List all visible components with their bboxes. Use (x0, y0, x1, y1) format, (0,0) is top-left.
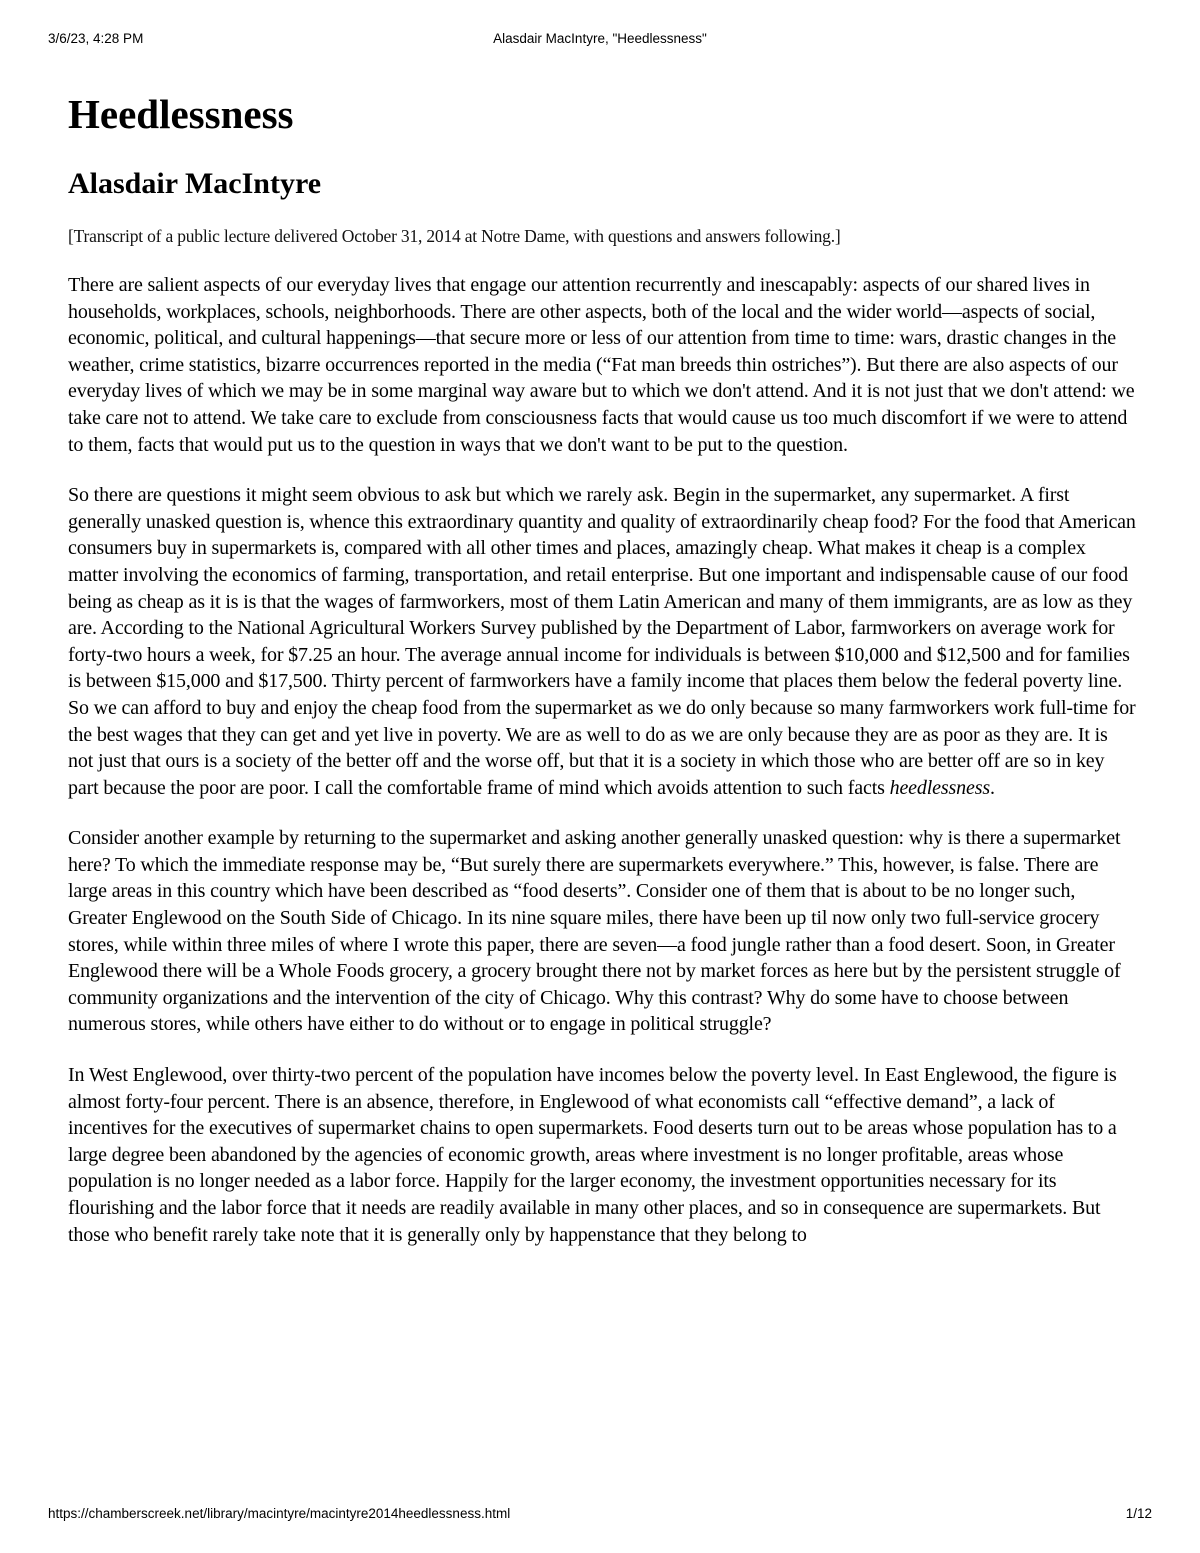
paragraph-1: There are salient aspects of our everyday lives that engage our attention recurrently and inescapably: aspects of our shared lives in households, workplaces, schools, neighborhoods. There are other aspects, both of the local and the wider world—aspects of social, economic, political, and cultural happenings—that secure more or less of our attention from time to time: wars, drastic changes in the weather, crime statistics, bizarre occurrences reported in the media (“Fat man breeds thin ostriches”). But there are also aspects of our everyday lives of which we may be in some marginal way aware but to which we don't attend. And it is not just that we don't attend: we take care not to attend. We take care to exclude from consciousness facts that would cause us too much discomfort if we were to attend to them, facts that would put us to the question in ways that we don't want to be put to the question. (68, 274, 1135, 456)
print-document-title: Alasdair MacIntyre, "Heedlessness" (493, 31, 707, 46)
paragraph-3: Consider another example by returning to the supermarket and asking another generally unasked question: why is there a supermarket here? To which the immediate response may be, “But surely there are supermarkets everywhere.” This, however, is false. There are large areas in this country which have been described as “food deserts”. Consider one of them that is about to be no longer such, Greater Englewood on the South Side of Chicago. In its nine square miles, there have been up til now only two full-service grocery stores, while within three miles of where I wrote this paper, there are seven—a food jungle rather than a food desert. Soon, in Greater Englewood there will be a Whole Foods grocery, a grocery brought there not by market forces as here but by the persistent struggle of community organizations and the intervention of the city of Chicago. Why this contrast? Why do some have to choose between numerous stores, while others have either to do without or to engage in political struggle? (68, 827, 1121, 1036)
article-body (68, 88, 1136, 1248)
article-author: Alasdair MacIntyre (68, 167, 322, 200)
print-footer (48, 1506, 1152, 1526)
paragraph-4: In West Englewood, over thirty-two percent of the population have incomes below the poverty level. In East Englewood, the figure is almost forty-four percent. There is an absence, therefore, in Englewood of what economists call “effective demand”, a lack of incentives for the executives of supermarket chains to open supermarkets. Food deserts turn out to be areas whose population has to a large degree been abandoned by the agencies of economic growth, areas where investment is no longer profitable, areas whose population is no longer needed as a labor force. Happily for the larger economy, the investment opportunities necessary for its flourishing and the labor force that it needs are readily available in many other places, and so in consequence are supermarkets. But those who benefit rarely take note that it is generally only by happenstance that they belong to (68, 1064, 1117, 1246)
page-url: https://chamberscreek.net/library/macintyre/macintyre2014heedlessness.html (48, 1506, 511, 1521)
paragraph-2-end: . (990, 776, 995, 799)
paragraph-2 (68, 482, 1136, 801)
print-header (48, 31, 1152, 51)
article-title: Heedlessness (68, 91, 294, 137)
page-number: 1/12 (1125, 1506, 1152, 1521)
print-date: 3/6/23, 4:28 PM (48, 31, 144, 46)
transcript-note: [Transcript of a public lecture delivered October 31, 2014 at Notre Dame, with questions and answers following.] (68, 226, 841, 246)
heedlessness-emphasis: heedlessness (889, 776, 990, 799)
paragraph-2-text: So there are questions it might seem obvious to ask but which we rarely ask. Begin in the supermarket, any supermarket. A first generally unasked question is, whence this extraordinary quantity and quality of extraordinarily cheap food? For the food that American consumers buy in supermarkets is, compared with all other times and places, amazingly cheap. What makes it cheap is a complex matter involving the economics of farming, transportation, and retail enterprise. But one important and indispensable cause of our food being as cheap as it is is that the wages of farmworkers, most of them Latin American and many of them immigrants, are as low as they are. According to the National Agricultural Workers Survey published by the Department of Labor, farmworkers on average work for forty-two hours a week, for $7.25 an hour. The average annual income for individuals is between $10,000 and $12,500 and for families is between $15,000 and $17,500. Thirty percent of farmworkers have a family income that places them below the federal poverty line. So we can afford to buy and enjoy the cheap food from the supermarket as we do only because so many farmworkers work full-time for the best wages that they can get and yet live in poverty. We are as well to do as we are only because they are as poor as they are. It is not just that ours is a society of the better off and the worse off, but that it is a society in which those who are better off are so in key part because the poor are poor. I call the comfortable frame of mind which avoids attention to such facts (68, 484, 1136, 799)
